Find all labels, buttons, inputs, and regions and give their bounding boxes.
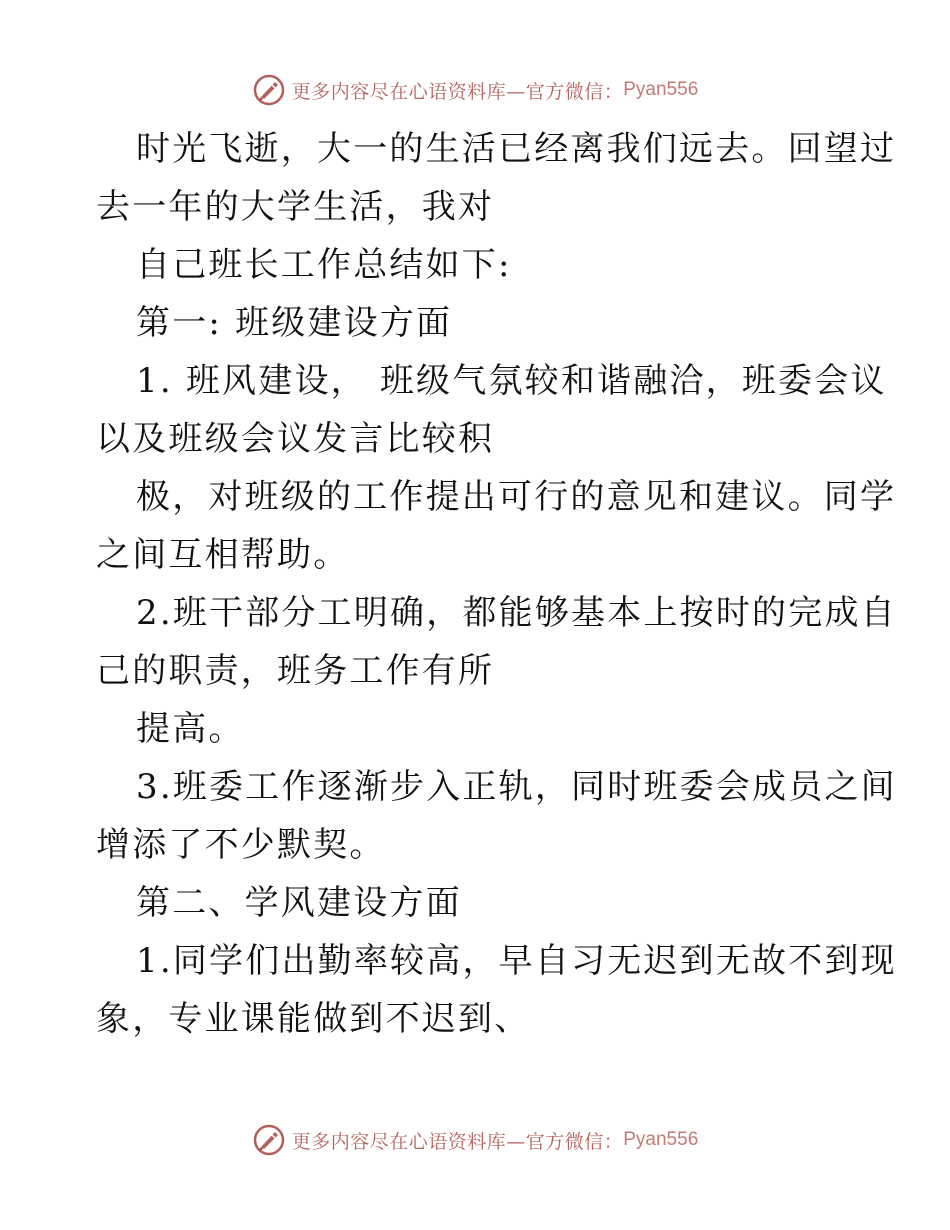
text-line: 自己班长工作总结如下: xyxy=(136,245,512,285)
text-line: 1.同学们出勤率较高，早自习无迟到无故不到现 xyxy=(136,941,897,981)
text-line: 1. 班风建设， 班级气氛较和谐融洽，班委会议 xyxy=(136,361,887,401)
pen-logo-icon xyxy=(252,73,286,107)
watermark-wechat-id: Pyan556 xyxy=(623,79,699,100)
text-line: 极，对班级的工作提出可行的意见和建议。同学 xyxy=(136,477,897,517)
watermark-footer xyxy=(0,1120,950,1160)
text-line: 提高。 xyxy=(136,709,245,749)
text-line: 时光飞逝，大一的生活已经离我们远去。回望过 xyxy=(136,129,897,169)
text-line: 增添了不少默契。 xyxy=(96,825,386,865)
section-heading: 第一: 班级建设方面 xyxy=(136,303,453,343)
text-line: 2.班干部分工明确，都能够基本上按时的完成自 xyxy=(136,593,897,633)
document-body xyxy=(96,120,897,1048)
watermark-wechat-id: Pyan556 xyxy=(623,1129,699,1150)
text-line: 以及班级会议发言比较积 xyxy=(96,419,495,459)
text-line: 去一年的大学生活，我对 xyxy=(96,187,495,227)
text-line: 之间互相帮助。 xyxy=(96,535,350,575)
text-line: 象，专业课能做到不迟到、 xyxy=(96,999,531,1039)
watermark-header xyxy=(0,70,950,110)
watermark-text: 更多内容尽在心语资料库—官方微信： xyxy=(291,1130,624,1153)
text-line: 3.班委工作逐渐步入正轨，同时班委会成员之间 xyxy=(136,767,897,807)
watermark-text: 更多内容尽在心语资料库—官方微信： xyxy=(291,80,624,103)
pen-logo-icon xyxy=(252,1123,286,1157)
section-heading: 第二、学风建设方面 xyxy=(136,883,462,923)
text-line: 己的职责，班务工作有所 xyxy=(96,651,495,691)
